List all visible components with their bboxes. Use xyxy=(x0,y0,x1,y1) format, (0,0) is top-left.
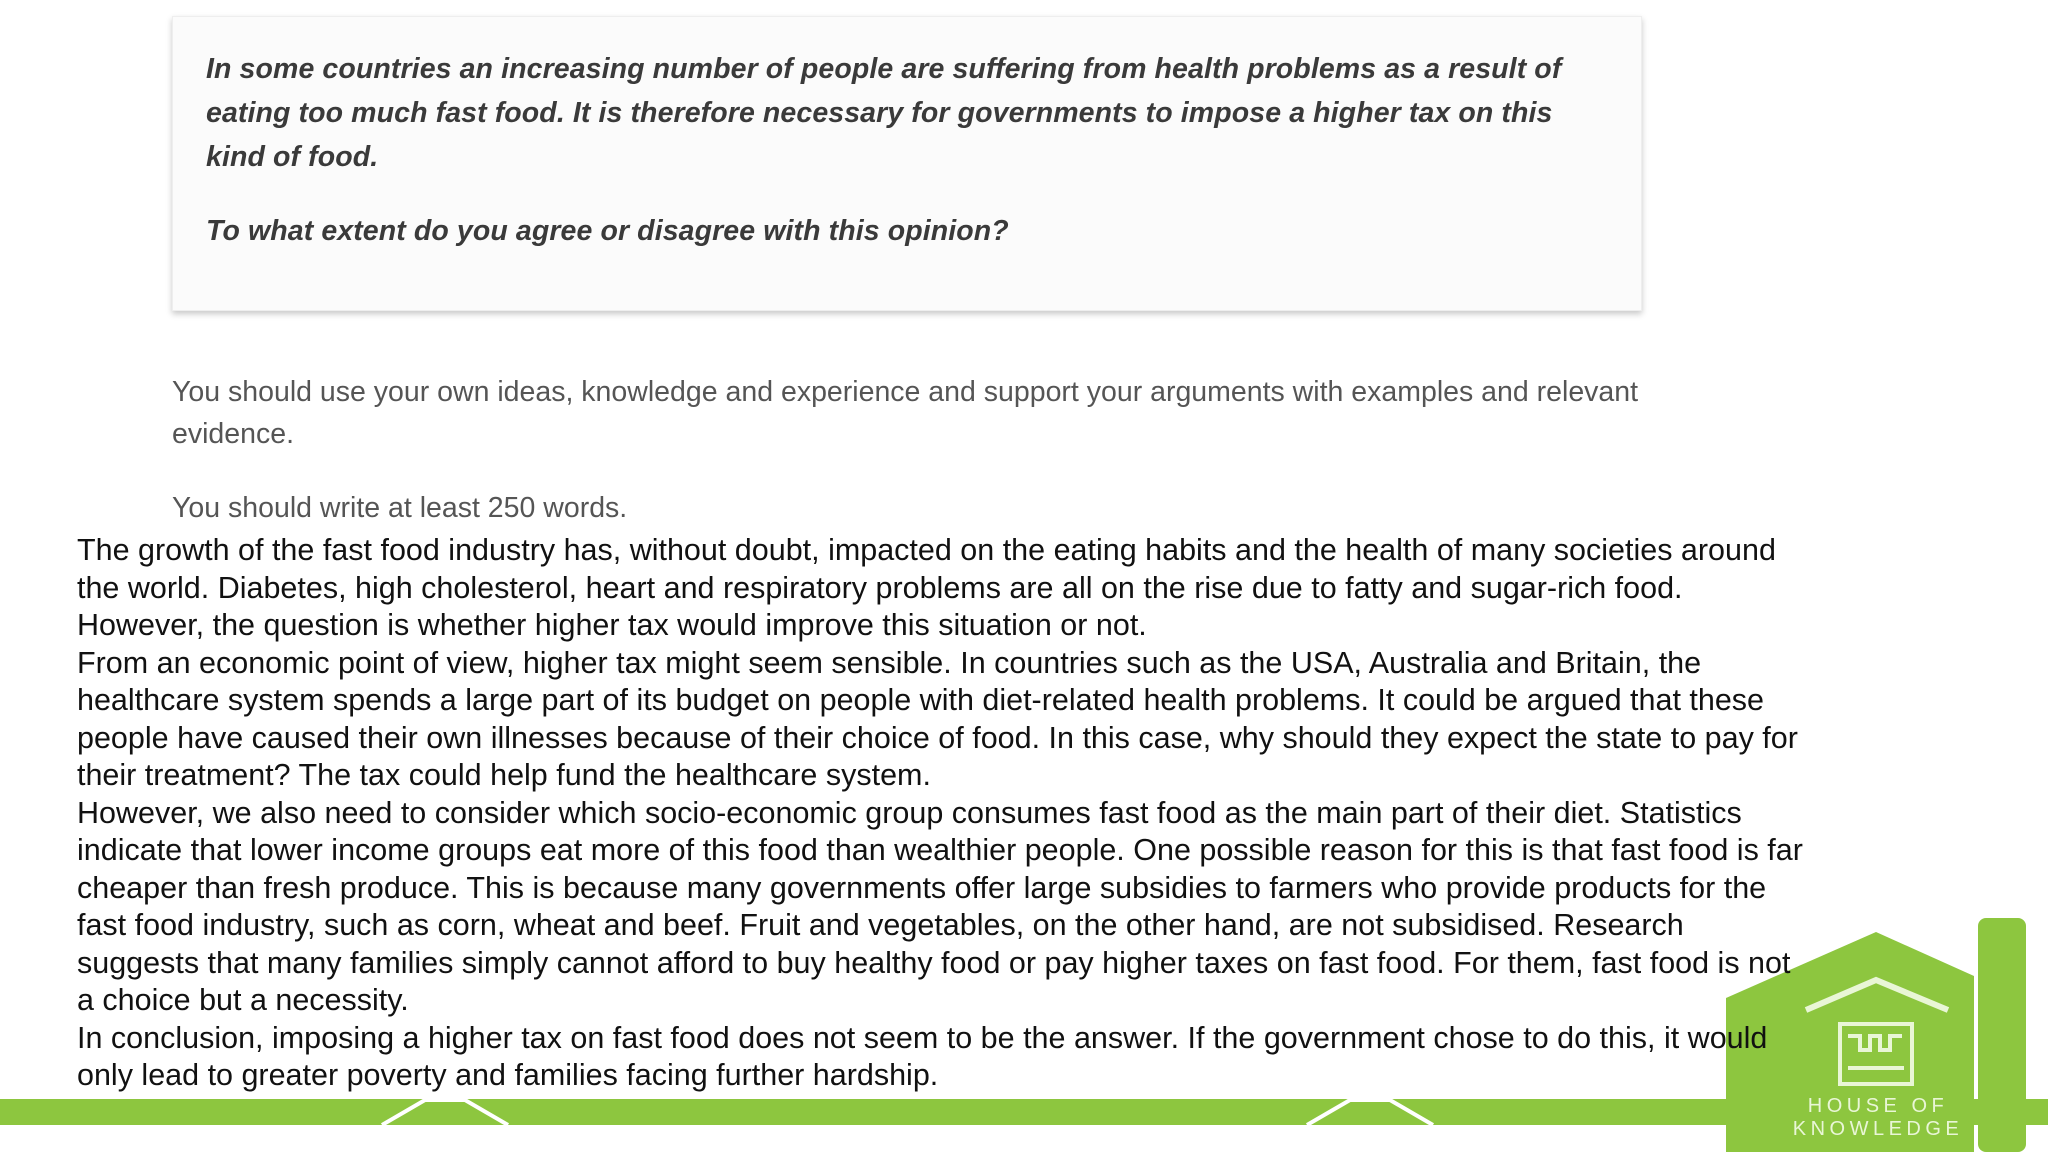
essay-line: people have caused their own illnesses because of their choice of food. In this case, why should they expect the state to pay for xyxy=(77,720,1798,755)
essay-line: suggests that many families simply cannot afford to buy healthy food or pay higher taxes on fast food. For them, fast food is not xyxy=(77,945,1791,980)
essay-line: a choice but a necessity. xyxy=(77,983,409,1017)
prompt-question: To what extent do you agree or disagree with this opinion? xyxy=(206,215,1009,247)
brand-name: HOUSE OF KNOWLEDGE xyxy=(1792,1095,1964,1140)
essay-body xyxy=(77,532,1877,1095)
instruction-evidence: You should use your own ideas, knowledge and experience and support your arguments with examples and relevant evidence. xyxy=(172,376,1639,450)
essay-line: In conclusion, imposing a higher tax on fast food does not seem to be the answer. If the government chose to do this, it would xyxy=(77,1020,1768,1055)
essay-line: fast food industry, such as corn, wheat and beef. Fruit and vegetables, on the other hand, are not subsidised. Research xyxy=(77,908,1684,942)
essay-line: However, we also need to consider which socio-economic group consumes fast food as the main part of their diet. Statistics xyxy=(77,795,1742,830)
essay-line: However, the question is whether higher tax would improve this situation or not. xyxy=(77,608,1147,642)
essay-line: indicate that lower income groups eat more of this food than wealthier people. One possible reason for this is that fast food is far xyxy=(77,833,1803,867)
essay-line: only lead to greater poverty and families facing further hardship. xyxy=(77,1058,939,1092)
essay-line: the world. Diabetes, high cholesterol, heart and respiratory problems are all on the rise due to fatty and sugar-rich food. xyxy=(77,570,1683,605)
instruction-word-count: You should write at least 250 words. xyxy=(172,492,628,524)
essay-line: From an economic point of view, higher tax might seem sensible. In countries such as the USA, Australia and Britain, the xyxy=(77,645,1702,680)
prompt-statement: In some countries an increasing number of people are suffering from health problems as a result of eating too much fast food. It is therefore necessary for governments to impose a higher tax on this kind of food. xyxy=(206,53,1562,173)
essay-line: healthcare system spends a large part of its budget on people with diet-related health problems. It could be argued that these xyxy=(77,683,1765,717)
essay-line: their treatment? The tax could help fund the healthcare system. xyxy=(77,758,931,792)
prompt-card xyxy=(172,16,1642,311)
essay-line: The growth of the fast food industry has, without doubt, impacted on the eating habits and the health of many societies around xyxy=(77,533,1776,567)
footer-notch xyxy=(380,1099,510,1125)
footer-notch xyxy=(1305,1099,1435,1125)
essay-line: cheaper than fresh produce. This is because many governments offer large subsidies to farmers who provide products for the xyxy=(77,870,1767,905)
